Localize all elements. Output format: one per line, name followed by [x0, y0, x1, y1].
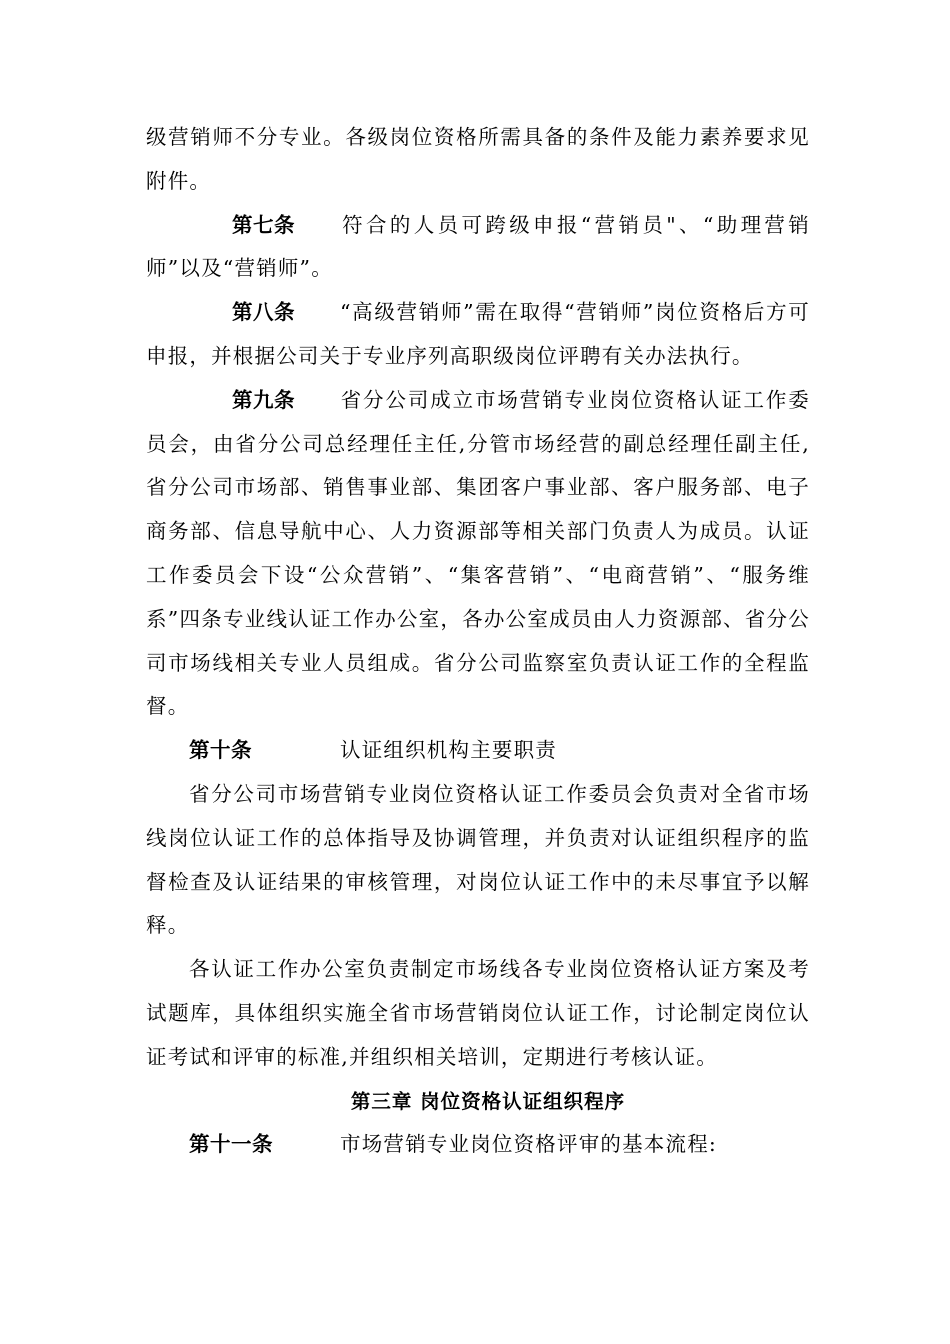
- article-10: [146, 729, 810, 773]
- paragraph-committee-duties: 省分公司市场营销专业岗位资格认证工作委员会负责对全省市场线岗位认证工作的总体指导及协调管理，并负责对认证组织程序的监督检查及认证结果的审核管理，对岗位认证工作中的未尽事宜予以解释。: [146, 781, 810, 938]
- article-8: [146, 291, 810, 379]
- chapter-3-heading: 第三章 岗位资格认证组织程序: [350, 1089, 626, 1113]
- article-11: [146, 1123, 810, 1167]
- article-10-number: 第十条: [189, 738, 252, 763]
- paragraph-intro-continuation: 级营销师不分专业。各级岗位资格所需具备的条件及能力素养要求见附件。: [146, 125, 810, 193]
- article-7-text: 符合的人员可跨级申报“营销员"、“助理营销师”以及“营销师”。: [146, 212, 810, 281]
- article-11-number: 第十一条: [189, 1132, 273, 1157]
- article-9: [146, 379, 810, 729]
- article-10-text: 认证组织机构主要职责: [340, 738, 557, 763]
- article-8-number: 第八条: [232, 300, 295, 325]
- article-9-text: 省分公司成立市场营销专业岗位资格认证工作委员会，由省分公司总经理任主任,分管市场经营的副总经理任副主任,省分公司市场部、销售事业部、集团客户事业部、客户服务部、电子商务部、信息导航中心、人力资源部等相关部门负责人为成员。认证工作委员会下设“公众营销”、“集客营销”、“电商营销”、“服务维系”四条专业线认证工作办公室，各办公室成员由人力资源部、省分公司市场线相关专业人员组成。省分公司监察室负责认证工作的全程监督。: [146, 387, 810, 719]
- article-7-number: 第七条: [232, 212, 295, 237]
- article-7: [146, 204, 810, 292]
- article-11-text: 市场营销专业岗位资格评审的基本流程:: [340, 1132, 718, 1157]
- document-page: [146, 116, 810, 1167]
- article-8-text: “高级营销师”需在取得“营销师”岗位资格后方可申报，并根据公司关于专业序列高职级岗位评聘有关办法执行。: [146, 300, 810, 368]
- article-9-number: 第九条: [232, 387, 295, 412]
- paragraph-office-duties: 各认证工作办公室负责制定市场线各专业岗位资格认证方案及考试题库，具体组织实施全省市场营销岗位认证工作，讨论制定岗位认证考试和评审的标准,并组织相关培训，定期进行考核认证。: [146, 957, 810, 1069]
